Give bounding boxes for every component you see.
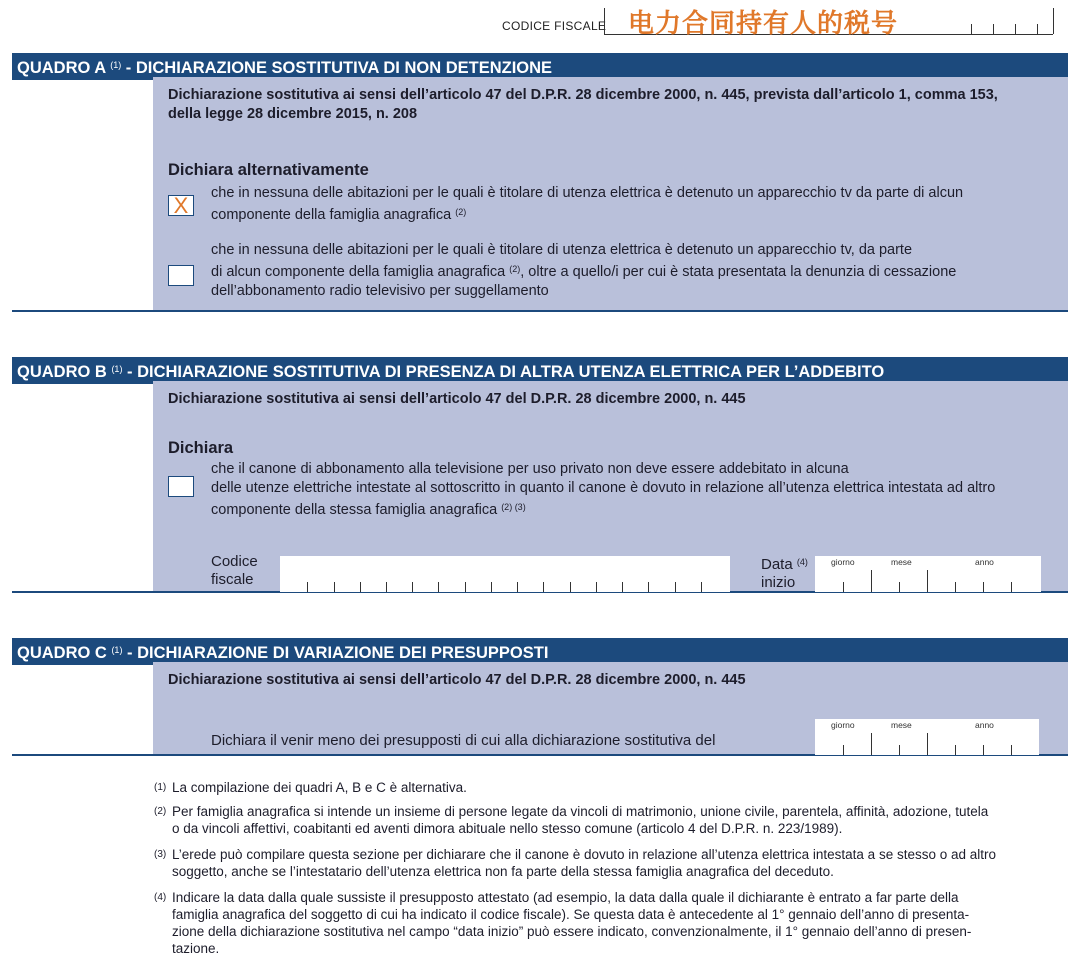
quadro-b-intro: Dichiarazione sostitutiva ai sensi dell’articolo 47 del D.P.R. 28 dicembre 2000, n. 445 [168,391,746,407]
giorno-label: giorno [831,557,855,567]
mese-label: mese [891,557,912,567]
quadro-b-date-input[interactable] [815,556,1041,592]
anno-label: anno [975,720,994,730]
footnote-1: (1) La compilazione dei quadri A, B e C è alternativa. [154,780,467,795]
quadro-b-title: QUADRO B $^{(1)}$ - DICHIARAZIONE SOSTITUTIVA DI PRESENZA DI ALTRA UTENZA ELETTRICA PER L’ADDEBITO [12,357,1068,384]
quadro-c-title: QUADRO C $^{(1)}$ - DICHIARAZIONE DI VARIAZIONE DEI PRESUPPOSTI [12,638,1068,665]
quadro-b-cf-label: Codice fiscale [211,553,258,588]
checked-x-mark: X [173,193,189,218]
footnote-4: (4) Indicare la data dalla quale sussiste il presupposto attestato (ad esempio, la data dalla quale il dichiarante è entrato a far parte della famiglia anagrafica del soggetto di cui ha indicato il codice fiscale). Se questa data è antecedente al 1° gennaio dell’anno di presenta- zione della dichiarazione sostitutiva nel campo “data inizio” può essere indicato, convenzionalmente, il 1° gennaio dell’anno di presen- tazione. [154,890,972,956]
anno-label: anno [975,557,994,567]
footnote-2: (2) Per famiglia anagrafica si intende un insieme di persone legate da vincoli di matrimonio, unione civile, parentela, affinità, adozione, tutela o da vincoli affettivi, coabitanti ed aventi dimora abituale nello stesso comune (articolo 4 del D.P.R. n. 223/1989). [154,804,989,836]
quadro-a-option2-text: che in nessuna delle abitazioni per le quali è titolare di utenza elettrica è detenuto un apparecchio tv, da parte di alcun componente della famiglia anagrafica $^{(2)}$, oltre a quello/i per cui è stata presentata la denunzia di cessazione dell’abbonamento radio televisivo per suggellamento [211,242,957,299]
quadro-b-heading: Dichiara [168,439,234,457]
footnote-3: (3) L’erede può compilare questa sezione per dichiarare che il canone è dovuto in relazione all’utenza elettrica intestata a se stesso o ad altro soggetto, anche se l’intestatario dell’utenza elettrica non fa parte della stessa famiglia anagrafica del deceduto. [154,847,997,879]
codice-fiscale-label: CODICE FISCALE [502,19,607,33]
codice-fiscale-annotation: 电力合同持有人的税号 [628,8,899,38]
giorno-label: giorno [831,720,855,730]
quadro-a-heading: Dichiara alternativamente [168,161,369,179]
mese-label: mese [891,720,912,730]
quadro-b-checkbox[interactable] [168,476,194,497]
quadro-b-date-label: Data $^{(4)}$ inizio [761,556,808,591]
quadro-a-intro: Dichiarazione sostitutiva ai sensi dell’articolo 47 del D.P.R. 28 dicembre 2000, n. 445, prevista dall’articolo 1, comma 153, della legge 28 dicembre 2015, n. 208 [168,87,998,122]
quadro-b-text: che il canone di abbonamento alla televisione per uso privato non deve essere addebitato in alcuna delle utenze elettriche intestate al sottoscritto in quanto il canone è dovuto in relazione all’utenza elettrica intestata ad altro componente della stessa famiglia anagrafica $^{(2) (3)}$ [211,461,996,518]
quadro-a-title: QUADRO A $^{(1)}$ - DICHIARAZIONE SOSTITUTIVA DI NON DETENZIONE [12,53,1068,80]
quadro-c-intro: Dichiarazione sostitutiva ai sensi dell’articolo 47 del D.P.R. 28 dicembre 2000, n. 445 [168,672,746,688]
quadro-a-option1-checkbox[interactable] [168,195,194,216]
quadro-b-codice-fiscale-input[interactable] [280,556,730,592]
quadro-a-option1-text: che in nessuna delle abitazioni per le quali è titolare di utenza elettrica è detenuto un apparecchio tv da parte di alcun componente della famiglia anagrafica $^{(2)}$ [211,185,964,223]
quadro-c-date-input[interactable] [815,719,1039,755]
quadro-a-option2-checkbox[interactable] [168,265,194,286]
quadro-a-bottom-rule [12,310,1068,312]
quadro-c-text: Dichiara il venir meno dei presupposti di cui alla dichiarazione sostitutiva del [211,732,716,749]
